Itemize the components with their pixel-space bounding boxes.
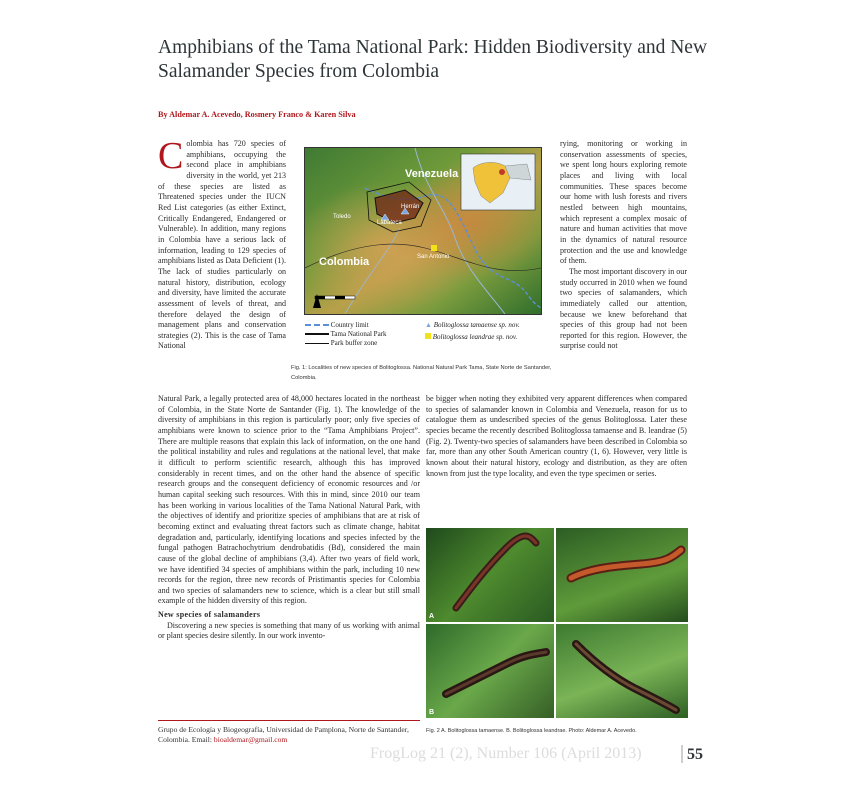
legend-country: Country limit [305, 321, 369, 329]
article-authors: By Aldemar A. Acevedo, Rosmery Franco & Karen Silva [158, 110, 356, 119]
triangle-icon: ▲ [425, 321, 432, 329]
salamander-image [426, 624, 554, 718]
right-column [560, 139, 687, 352]
legend-park: Tama National Park [305, 330, 387, 338]
right-wide-paragraph: be bigger when noting they exhibited very apparent differences when compared to species of salamander known in Colombia and Venezuela, reason for us to catalogue them as undescribed species of the genus Bolitoglossa. Later these species became the recently described Bolitoglossa tamaense and B. leandrae (5) (Fig. 2). Twenty-two species of salamanders have been described in Colombia so far, more than any other South American country (1, 6). However, very little is known about their natural history, ecology and distribution, as they are often known from just the type locality, and even the type specimen or series. [426, 394, 687, 478]
right-paragraph-1: rying, monitoring or working in conservation assessments of species, we spent long hours exploring remote places and living with local communities. These spaces become our home with lush forests and rivers nestled between high mountains, which represent a complex mosaic of nature and human activities that move in the dynamics of natural resource protection and the use and knowledge of them. [560, 139, 687, 266]
email-link[interactable]: bioaldemar@gmail.com [213, 734, 288, 744]
legend-buffer: Park buffer zone [305, 339, 377, 347]
salamander-image [556, 528, 688, 622]
figure-1-caption: Fig. 1: Localities of new species of Bolitoglossa. National Natural Park Tama, State Norte de Santander, Colombia. [291, 365, 552, 381]
salamander-image [426, 528, 554, 622]
section-heading: New species of salamanders [158, 610, 261, 620]
affiliation: Grupo de Ecología y Biogeografía, Universidad de Pamplona, Norte de Santander, Colombia. Email: bioaldemar@gmail.com [158, 725, 409, 744]
footer-divider [681, 745, 683, 763]
figure-2-caption: Fig. 2 A. Bolitoglossa tamaense. B. Bolitoglossa leandrae. Photo: Aldemar A. Acevedo. [426, 728, 637, 734]
left-wide-column [158, 394, 420, 642]
photo-a-1 [426, 528, 554, 622]
relief-map [304, 147, 542, 315]
drop-cap: C [158, 135, 184, 177]
right-paragraph-2: The most important discovery in our study occurred in 2010 when we found two species of salamanders, which immediately called our attention, because we knew beforehand that species of this group had not been reported for this region. However, the surprise could not [560, 266, 687, 351]
figure-1-map [291, 139, 553, 357]
intro-column [158, 135, 286, 352]
legend-species-1: ▲ Bolitoglossa tamaense sp. nov. [425, 321, 520, 329]
map-label-colombia: Colombia [319, 256, 370, 268]
photo-label-b: B [429, 709, 435, 716]
map-label-venezuela: Venezuela [405, 168, 459, 180]
salamander-image [556, 624, 688, 718]
journal-footer: FrogLog 21 (2), Number 106 (April 2013) [370, 745, 642, 762]
left-wide-paragraph: Natural Park, a legally protected area of 48,000 hectares located in the northeast of Colombia, in the State Norte de Santander (Fig. 1). The knowledge of the diversity of amphibians in this region is particularly poor; only five species of amphibians were known to science prior to the “Tama Amphibians Project”. There are multiple reasons that explain this lack of information, on the one hand the political instability and rules and regulations at the national level, that make it difficult to perform scientific research, although this has improved considerably in recent times, and on the other hand the absence of specific research groups and the consequent deficiency of economic resources and /or human capital seeking such resources. With this in mind, since 2010 our team has been working in various localities of the Tama National Natural Park, with the objectives of identify and prioritize species of amphibians that are at risk of becoming extinct and evaluating threat factors such as climate change, habitat degradation and, particularly, identifying locations and species infected by the fungal pathogen Batrachochytrium dendrobatidis (Bd), considered the main cause of the global decline of amphibians (3,4). After two years of field work, we have identified 34 species of amphibians within the park, including 10 new records for the region, three new records of Pristimantis species for Colombia and two species of salamanders new to science, which is a clear but still small example of the hidden diversity of this region. [158, 394, 420, 606]
map-label-herran: Herrán [401, 204, 420, 210]
right-wide-column [426, 394, 687, 479]
map-label-labateca: Labateca [377, 220, 402, 226]
map-legend [305, 321, 541, 353]
article-title: Amphibians of the Tama National Park: Hidden Biodiversity and New Salamander Species from Colombia [158, 37, 708, 82]
photo-a-2 [556, 528, 688, 622]
square-icon [425, 333, 431, 339]
photo-b-1 [426, 624, 554, 718]
map-label-san-antonio: San Antonio [417, 254, 450, 260]
map-label-toledo: Toledo [333, 214, 351, 220]
page-number: 55 [687, 746, 703, 763]
legend-species-2: Bolitoglossa leandrae sp. nov. [425, 333, 517, 341]
section-paragraph: Discovering a new species is something that many of us working with animal or plant species desire silently. In our work invento- [158, 620, 420, 641]
photo-label-a: A [429, 613, 435, 620]
photo-b-2 [556, 624, 688, 718]
figure-2-photos [426, 528, 688, 718]
intro-paragraph: olombia has 720 species of amphibians, occupying the second place in amphibians diversity in the world, yet 213 of these species are listed as Threatened species under the IUCN Red List categories (as either Extinct, Critically Endangered, Endangered or Vulnerable). In addition, many regions in Colombia have a serious lack of information, leading to 129 species of amphibians listed as Data Deficient (1). The lack of studies particularly on natural history, distribution, ecology and diversity, have limited the accurate assessment of levels of threat, and therefore delayed the design of management plans and conservation strategies (2). This is the case of Tama National [158, 139, 286, 351]
footnote-rule [158, 720, 420, 721]
